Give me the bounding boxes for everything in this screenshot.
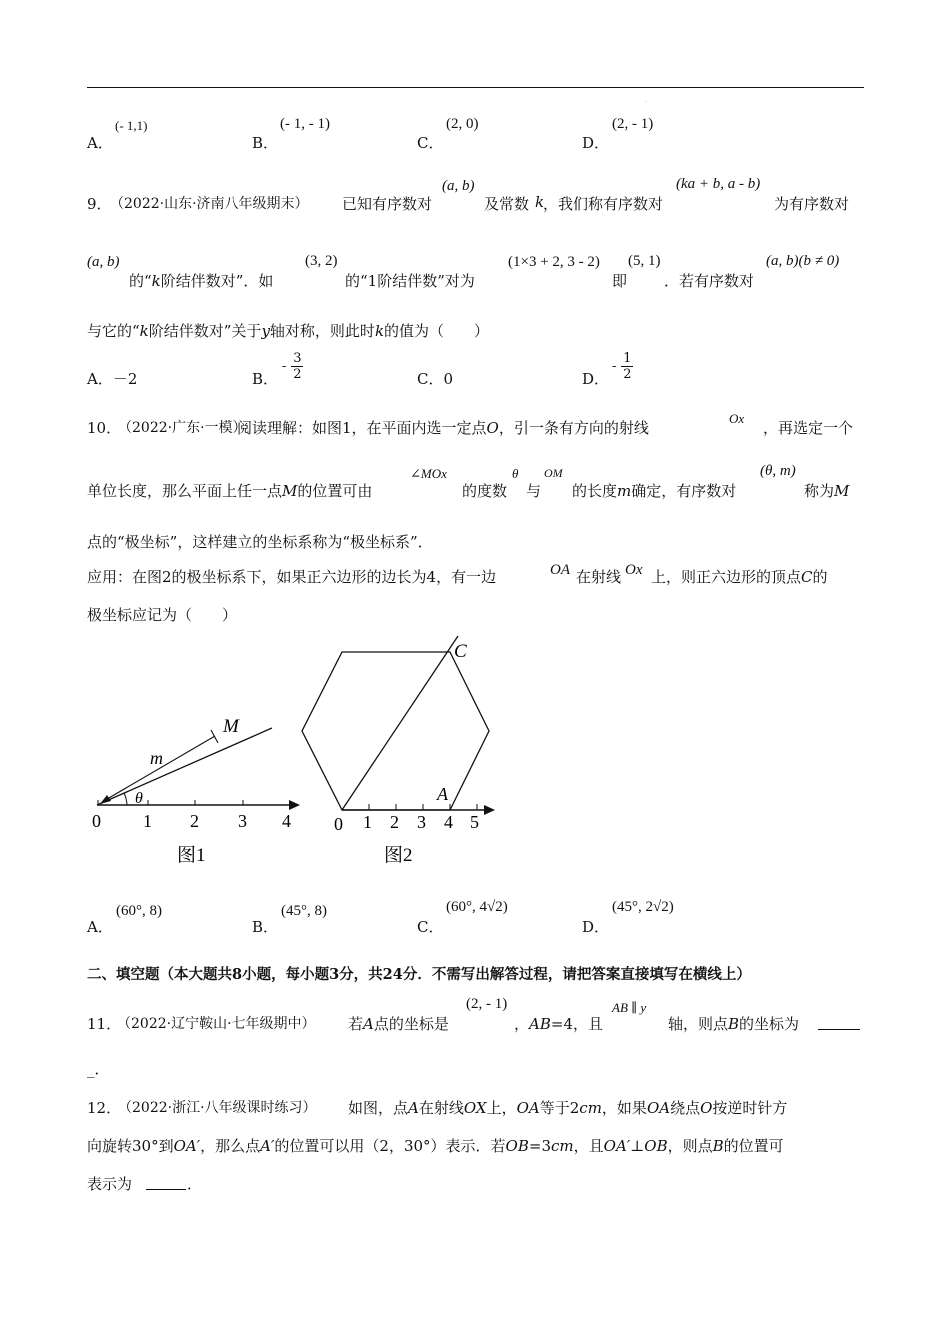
fig1-tick-label: 2 bbox=[190, 811, 199, 831]
q12-text: 向旋转30°到OA′，那么点A′的位置可以用（2，30°）表示．若OB=3cm，且OA′⊥OB，则点B的位置可 bbox=[87, 1137, 784, 1155]
q9-number: 9． bbox=[87, 195, 112, 213]
fig2-caption: 图2 bbox=[384, 845, 413, 866]
fig1-caption: 图1 bbox=[177, 845, 206, 866]
q10-text: 点的“极坐标”，这样建立的坐标系称为“极坐标系”． bbox=[87, 533, 433, 551]
fig2-hexagon bbox=[302, 652, 489, 810]
q9-option-b-value: - $\frac{3}{2}$ bbox=[282, 351, 302, 382]
q10-option-b: B． bbox=[252, 918, 279, 936]
figure-1 bbox=[92, 716, 300, 866]
q9-pair-kab: (ka + b, a - b) bbox=[676, 176, 761, 192]
fig1-label-m: m bbox=[150, 748, 163, 768]
fig2-tick-label: 5 bbox=[470, 812, 479, 832]
q8-option-d: D． bbox=[582, 134, 610, 152]
fig1-label-M: M bbox=[223, 716, 239, 737]
q12-source: （2022·浙江·八年级课时练习） bbox=[118, 1100, 317, 1116]
fig1-m-arrow bbox=[100, 795, 111, 804]
fig1-m-tick bbox=[211, 730, 218, 743]
q10-text: 阅读理解：如图1，在平面内选一定点O，引一条有方向的射线 bbox=[237, 419, 649, 437]
q9-option-a: A．－2 bbox=[87, 370, 138, 388]
section-heading: 二、填空题（本大题共8小题，每小题3分，共24分．不需写出解答过程，请把答案直接填写在横线上） bbox=[87, 966, 751, 983]
q9-pair-calc: (1×3 + 2, 3 - 2) bbox=[508, 254, 600, 270]
q9-pair-32: (3, 2) bbox=[305, 253, 338, 269]
fig2-label-C: C bbox=[454, 641, 467, 662]
q10-option-d: D． bbox=[582, 918, 610, 936]
q11-answer-blank[interactable] bbox=[818, 1029, 860, 1030]
q9-text: 的“k阶结伴数对”．如 bbox=[129, 272, 274, 290]
q12-text: 表示为 bbox=[87, 1175, 133, 1193]
q12-answer-blank[interactable] bbox=[146, 1189, 186, 1190]
q9-text: 即 bbox=[612, 272, 628, 290]
q10-text: 上，则正六边形的顶点C的 bbox=[651, 568, 828, 586]
q10-text: 在射线 bbox=[576, 568, 622, 586]
q10-option-a-value: (60°, 8) bbox=[116, 903, 162, 919]
fig2-tick-label: 3 bbox=[417, 812, 426, 832]
q9-text: 已知有序数对 bbox=[342, 195, 433, 213]
figure-2 bbox=[302, 636, 495, 866]
q9-source: （2022·山东·济南八年级期末） bbox=[110, 196, 309, 212]
q10-theta: θ bbox=[512, 466, 519, 481]
fig1-tick-label: 1 bbox=[143, 811, 152, 831]
q10-oa: OA bbox=[550, 562, 570, 578]
q9-k: k bbox=[535, 193, 545, 211]
q9-pair-51: (5, 1) bbox=[628, 253, 661, 269]
q9-option-d-value: - $\frac{1}{2}$ bbox=[612, 351, 632, 382]
fig2-tick-label: 1 bbox=[363, 812, 372, 832]
q9-text: 为有序数对 bbox=[774, 195, 850, 213]
q9-text: 与它的“k阶结伴数对”关于y轴对称，则此时k的值为（ ） bbox=[87, 322, 490, 340]
q9-text: 及常数 bbox=[484, 195, 530, 213]
header-rule bbox=[87, 87, 864, 88]
q11-source: （2022·辽宁鞍山·七年级期中） bbox=[117, 1016, 316, 1032]
q8-option-b: B． bbox=[252, 134, 279, 152]
q10-source: （2022·广东·一模） bbox=[118, 420, 247, 436]
fig1-ray bbox=[97, 728, 272, 805]
q10-option-a: A． bbox=[87, 918, 113, 936]
fig1-tick-label: 0 bbox=[92, 811, 101, 831]
fig1-label-theta: θ bbox=[135, 790, 143, 807]
fig1-angle-arc bbox=[124, 793, 127, 805]
fig2-tick-label: 4 bbox=[444, 812, 453, 832]
q10-text: 应用：在图2的极坐标系下，如果正六边形的边长为4，有一边 bbox=[87, 568, 497, 586]
q8-option-a-value: (- 1,1) bbox=[115, 118, 148, 133]
q10-text: 称为M bbox=[804, 482, 850, 500]
fig1-tick-label: 3 bbox=[238, 811, 247, 831]
fig1-axis-arrow bbox=[289, 800, 300, 810]
q10-ox2: Ox bbox=[625, 562, 643, 578]
q11-answer-cont: _． bbox=[87, 1060, 110, 1078]
fig2-axis-arrow bbox=[484, 805, 495, 815]
q10-angle: ∠MOx bbox=[410, 466, 447, 481]
fig2-tick-label: 0 bbox=[334, 814, 343, 834]
q10-option-b-value: (45°, 8) bbox=[281, 903, 327, 919]
q9-option-c: C．0 bbox=[417, 370, 454, 388]
q9-pair-ab: (a, b) bbox=[442, 178, 475, 194]
q11-text: ，AB=4，且 bbox=[514, 1015, 603, 1033]
q9-option-b: B． bbox=[252, 370, 279, 388]
q8-option-a: A． bbox=[87, 134, 113, 152]
fig2-label-A: A bbox=[437, 784, 448, 804]
q10-figures bbox=[85, 630, 515, 870]
q11-text: 轴，则点B的坐标为 bbox=[668, 1015, 800, 1033]
q10-om: OM bbox=[544, 466, 563, 480]
q10-pair: (θ, m) bbox=[760, 463, 796, 479]
q10-text: 的长度m确定，有序数对 bbox=[572, 482, 737, 500]
q8-option-d-value: (2, - 1) bbox=[612, 116, 654, 132]
q10-text: 的度数 bbox=[462, 482, 508, 500]
q9-option-d: D． bbox=[582, 370, 610, 388]
q10-option-c: C． bbox=[417, 918, 444, 936]
q12-end: ． bbox=[187, 1175, 203, 1193]
q9-text: ，我们称有序数对 bbox=[543, 195, 664, 213]
q8-option-b-value: (- 1, - 1) bbox=[280, 116, 330, 132]
q10-number: 10． bbox=[87, 419, 122, 437]
q11-number: 11． bbox=[87, 1015, 122, 1033]
dot-mark: . bbox=[645, 97, 647, 104]
q8-option-c-value: (2, 0) bbox=[446, 116, 479, 132]
q10-option-c-value: (60°, 4√2) bbox=[446, 899, 508, 915]
q12-number: 12． bbox=[87, 1099, 122, 1117]
q10-ox: Ox bbox=[729, 411, 745, 426]
q10-text: ，再选定一个 bbox=[763, 419, 854, 437]
fig1-m-segment bbox=[102, 736, 215, 802]
q9-text: ．若有序数对 bbox=[664, 272, 755, 290]
q9-text: 的“1阶结伴数”对为 bbox=[345, 272, 475, 290]
q10-text: 单位长度，那么平面上任一点M的位置可由 bbox=[87, 482, 373, 500]
q11-text: 若A点的坐标是 bbox=[348, 1015, 449, 1033]
q11-pair: (2, - 1) bbox=[466, 996, 508, 1012]
q10-text: 极坐标应记为（ ） bbox=[87, 606, 238, 624]
fig1-tick-label: 4 bbox=[282, 811, 291, 831]
q12-text: 如图，点A在射线OX上，OA等于2cm，如果OA绕点O按逆时针方 bbox=[348, 1099, 788, 1117]
q11-parallel: AB ∥ y bbox=[612, 1000, 647, 1015]
q10-option-d-value: (45°, 2√2) bbox=[612, 899, 674, 915]
q10-text: 与 bbox=[526, 482, 542, 500]
q9-pair-cond: (a, b)(b ≠ 0) bbox=[766, 253, 840, 269]
fig2-tick-label: 2 bbox=[390, 812, 399, 832]
q8-option-c: C． bbox=[417, 134, 444, 152]
q9-pair-ab2: (a, b) bbox=[87, 254, 120, 270]
